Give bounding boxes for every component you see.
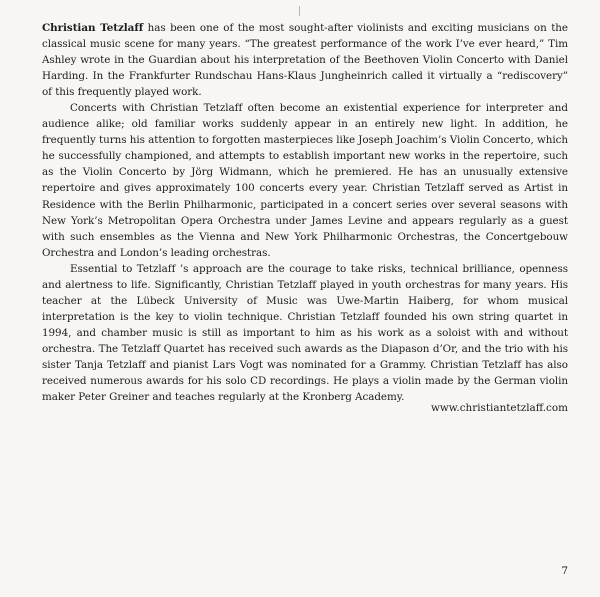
fold-mark — [299, 6, 300, 16]
bio-paragraph-2: Concerts with Christian Tetzlaff often become an existential experience for interpreter and audience alike; old familiar works suddenly appear in an entirely new light. In addition, he frequently turns his attention to forgotten masterpieces like Joseph Joachim’s Violin Concerto, which he successfully championed, and attempts to establish important new works in the repertoire, such as the Violin Concerto by Jörg Widmann, which he premiered. He has an unusually extensive repertoire and gives approximately 100 concerts every year. Christian Tetzlaff served as Artist in Residence with the Berlin Philharmonic, participated in a concert series over several seasons with New York’s Metropolitan Opera Orchestra under James Levine and appears regularly as a guest with such ensembles as the Vienna and New York Philharmonic Orchestras, the Concertgebouw Orchestra and London’s leading orchestras. — [42, 102, 568, 259]
bio-paragraph-3: Essential to Tetzlaff ’s approach are the courage to take risks, technical brilliance, openness and alertness to life. Significantly, Christian Tetzlaff played in youth orchestras for many years. His teacher at the Lübeck University of Music was Uwe-Martin Haiberg, for whom musical interpretation is the key to violin technique. Christian Tetzlaff founded his own string quartet in 1994, and chamber music is still as important to him as his work as a soloist with and without orchestra. The Tetzlaff Quartet has received such awards as the Diapason d’Or, and the trio with his sister Tanja Tetzlaff and pianist Lars Vogt was nominated for a Grammy. Christian Tetzlaff has also received numerous awards for his solo CD recordings. He plays a violin made by the German violin maker Peter Greiner and teaches regularly at the Kronberg Academy. — [42, 262, 568, 404]
bio-paragraph-1 — [42, 20, 568, 100]
website-url: www.christiantetzlaff.com — [430, 402, 568, 414]
bio-paragraph-1-text: has been one of the most sought-after violinists and exciting musicians on the classical music scene for many years. “The greatest performance of the work I’ve ever heard,” Tim Ashley wrote in the Guardian about his interpretation of the Beethoven Violin Concerto with Daniel Harding. In the Frankfurter Rundschau Hans-Klaus Jungheinrich called it virtually a “rediscovery” of this frequently played work. — [42, 22, 568, 99]
artist-name: Christian Tetzlaff — [42, 22, 144, 34]
biography-text — [42, 20, 568, 405]
page-number: 7 — [561, 565, 568, 577]
